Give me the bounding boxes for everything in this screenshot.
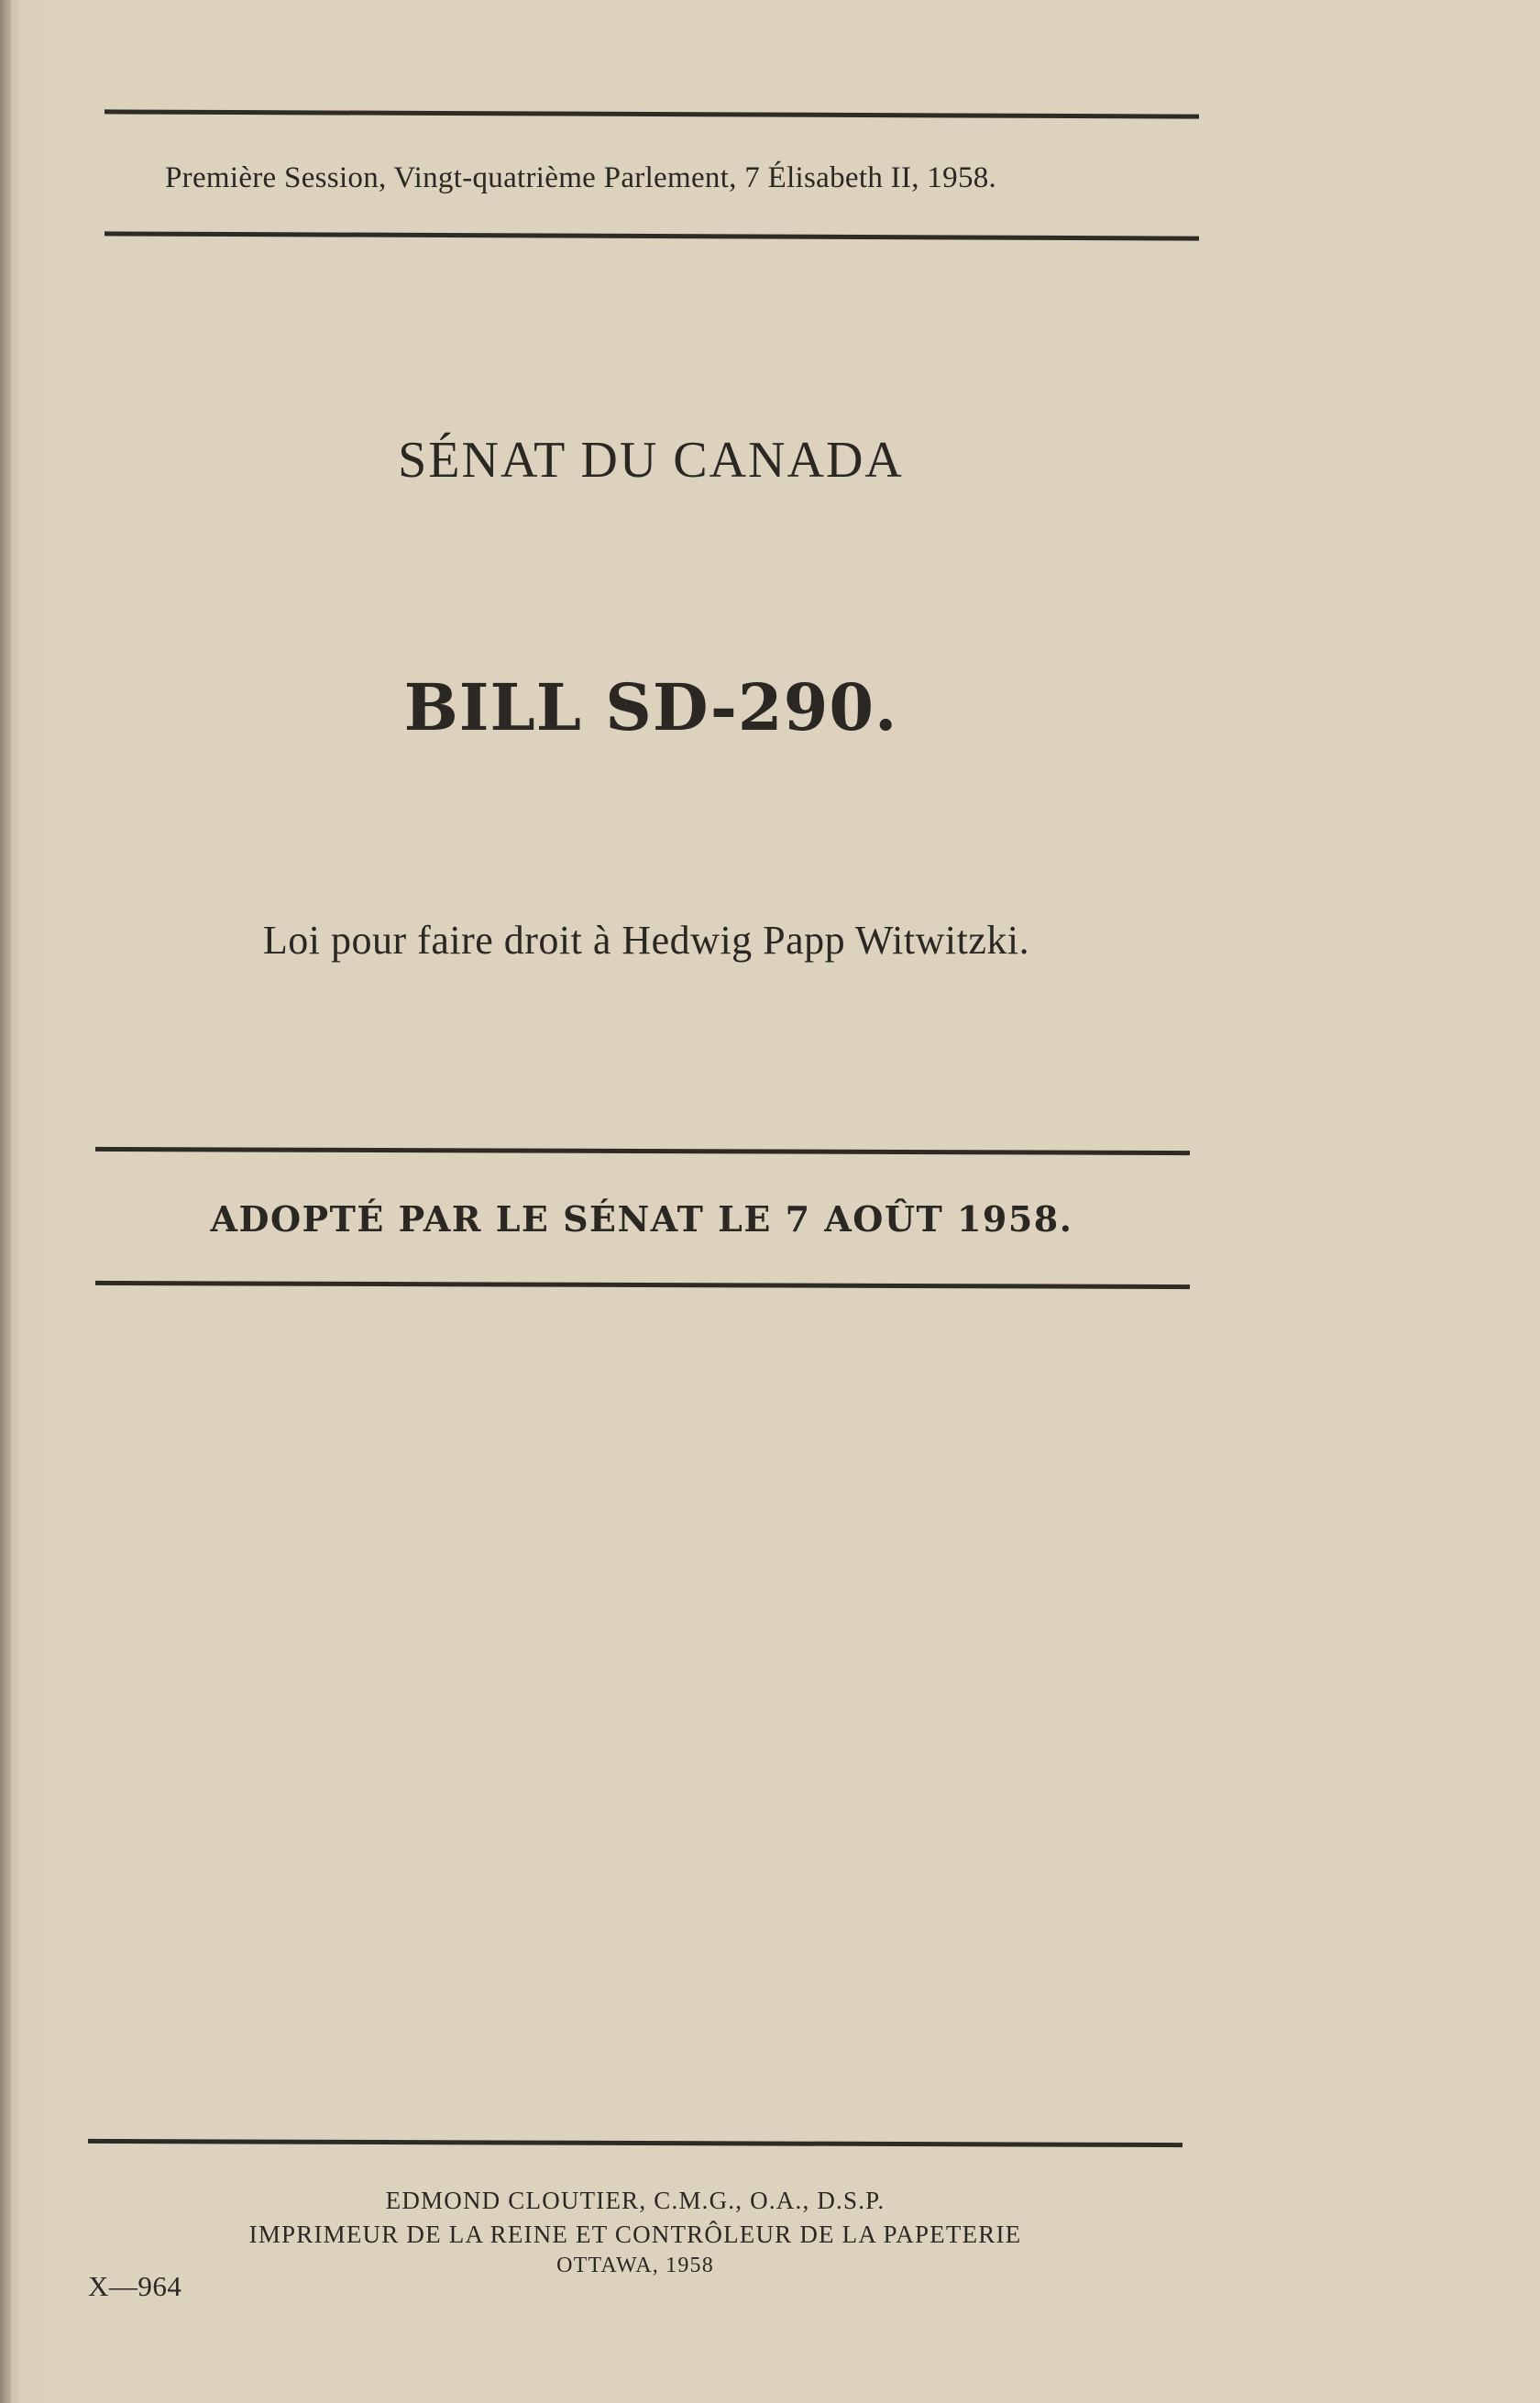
session-line: Première Session, Vingt-quatrième Parlement, 7 Élisabeth II, 1958. <box>165 161 997 194</box>
footer-rule <box>88 2139 1182 2147</box>
chamber-heading: SÉNAT DU CANADA <box>398 432 904 489</box>
bill-number: BILL SD-290. <box>403 669 898 745</box>
adoption-rule-lower <box>95 1281 1190 1289</box>
printer-title: IMPRIMEUR DE LA REINE ET CONTRÔLEUR DE LA PAPETERIE <box>248 2221 1022 2248</box>
bill-title: Loi pour faire droit à Hedwig Papp Witwitzki. <box>262 918 1030 963</box>
document-code: X—964 <box>88 2270 182 2302</box>
top-rule-lower <box>104 231 1199 240</box>
adoption-rule-upper <box>95 1147 1190 1155</box>
printer-place-year: OTTAWA, 1958 <box>556 2254 714 2277</box>
printer-name: EDMOND CLOUTIER, C.M.G., O.A., D.S.P. <box>385 2187 886 2214</box>
top-rule-upper <box>104 109 1199 118</box>
adoption-statement: ADOPTÉ PAR LE SÉNAT LE 7 AOÛT 1958. <box>210 1198 1073 1240</box>
